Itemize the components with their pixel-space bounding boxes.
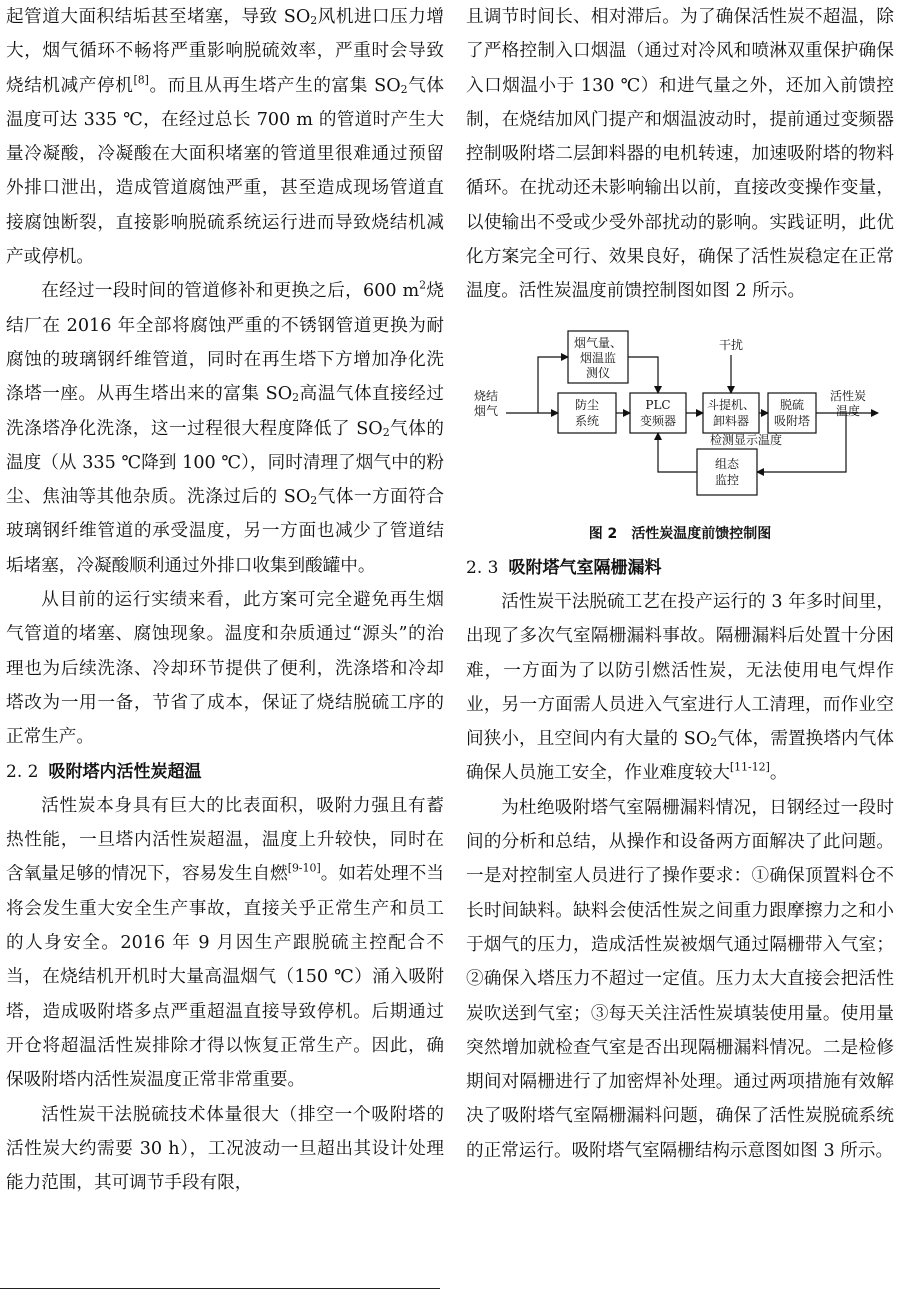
svg-text:PLC: PLC	[645, 397, 671, 412]
svg-text:斗提机、: 斗提机、	[706, 397, 756, 412]
svg-text:检测显示温度: 检测显示温度	[709, 432, 783, 447]
paragraph: 活性炭本身具有巨大的比表面积，吸附力强且有蓄热性能，一旦塔内活性炭超温，温度上升较快，同时在含氧量足够的情况下，容易发生自燃[9-10]。如若处理不当将会发生重大安全生产事故，直接关乎正常生产和员工的人身安全。2016 年 9 月因生产跟脱硫主控配合不当，在烧结机开机时大量高温烟气（150 ℃）涌入吸附塔，造成吸附塔多点严重超温直接导致停机。后期通过开仓将超温活性炭排除才得以恢复正常生产。因此，确保吸附塔内活性炭温度正常非常重要。	[6, 795, 444, 1091]
footnote-rule	[0, 1288, 440, 1289]
svg-text:测仪: 测仪	[585, 365, 611, 380]
figure-2-feedforward-diagram	[466, 321, 894, 521]
citation: [8]	[133, 72, 149, 86]
svg-text:活性炭: 活性炭	[829, 388, 867, 403]
paragraph: 在经过一段时间的管道修补和更换之后，600 $m^2$烧结厂在 2016 年全部将腐蚀严重的不锈钢管道更换为耐腐蚀的玻璃钢纤维管道，同时在再生塔下方增加净化洗涤塔一座。从再生塔出来的富集 $SO_2$高温气体直接经过洗涤塔净化洗涤，这一过程很大程度降低了 $SO_2$气体的温度（从 335 ℃降到 100 ℃），同时清理了烟气中的粉尘、焦油等其他杂质。洗涤过后的 $SO_2$气体一方面符合玻璃钢纤维管道的承受温度，另一方面也减少了管道结垢堵塞，冷凝酸顺利通过外排口收集到酸罐中。	[6, 278, 444, 576]
svg-text:监控: 监控	[714, 472, 740, 487]
svg-text:卸料器: 卸料器	[712, 413, 750, 428]
label-input-2: 烟气	[474, 403, 499, 418]
paragraph: 从目前的运行实绩来看，此方案可完全避免再生烟气管道的堵塞、腐蚀现象。温度和杂质通过“源头”的治理也为后续洗涤、冷却环节提供了便利，洗涤塔和冷却塔改为一用一备，节省了成本，保证了烧结脱硫工序的正常生产。	[6, 590, 444, 748]
label-input-1: 烧结	[474, 388, 499, 403]
right-column	[466, 0, 894, 1168]
svg-text:吸附塔: 吸附塔	[773, 413, 811, 428]
figure-2-caption: 图 2 活性炭温度前馈控制图	[588, 525, 772, 542]
svg-text:干扰: 干扰	[718, 337, 744, 352]
svg-text:温度: 温度	[835, 403, 861, 418]
svg-text:组态: 组态	[714, 456, 740, 471]
svg-text:脱硫: 脱硫	[779, 397, 805, 412]
paragraph: 起管道大面积结垢甚至堵塞，导致 $SO_2$风机进口压力增大，烟气循环不畅将严重影响脱硫效率，严重时会导致烧结机减产停机[8]。而且从再生塔产生的富集 $SO_2$气体温度可达 335 ℃，在经过总长 700 m 的管道时产生大量冷凝酸，冷凝酸在大面积堵塞的管道里很难通过预留外排口泄出，造成管道腐蚀严重，甚至造成现场管道直接腐蚀断裂，直接影响脱硫系统运行进而导致烧结机减产或停机。	[6, 7, 444, 268]
section-heading-2-2: 2. 2 吸附塔内活性炭超温	[6, 761, 202, 782]
paragraph: 且调节时间长、相对滞后。为了确保活性炭不超温，除了严格控制入口烟温（通过对冷风和喷淋双重保护确保入口烟温小于 130 ℃）和进气量之外，还加入前馈控制，在烧结加风门提产和烟温波动时，提前通过变频器控制吸附塔二层卸料器的电机转速，加速吸附塔的物料循环。在扰动还未影响输出以前，直接改变操作变量，以使输出不受或少受外部扰动的影响。实践证明，此优化方案完全可行、效果良好，确保了活性炭稳定在正常温度。活性炭温度前馈控制图如图 2 所示。	[466, 7, 894, 302]
paragraph: 活性炭干法脱硫技术体量很大（排空一个吸附塔的活性炭大约需要 30 h），工况波动一旦超出其设计处理能力范围，其可调节手段有限，	[6, 1104, 444, 1194]
svg-text:系统: 系统	[574, 413, 600, 428]
svg-text:变频器: 变频器	[639, 413, 677, 428]
svg-text:烟气量、: 烟气量、	[573, 335, 623, 350]
section-heading-2-3: 2. 3 吸附塔气室隔栅漏料	[466, 557, 662, 578]
citation: [11-12]	[729, 760, 770, 774]
svg-text:防尘: 防尘	[574, 397, 600, 412]
paragraph: 为杜绝吸附塔气室隔栅漏料情况，日钢经过一段时间的分析和总结，从操作和设备两方面解决了此问题。一是对控制室人员进行了操作要求：①确保顶置料仓不长时间缺料。缺料会使活性炭之间重力跟摩擦力之和小于烟气的压力，造成活性炭被烟气通过隔栅带入气室；②确保入塔压力不超过一定值。压力太大直接会把活性炭吹送到气室；③每天关注活性炭填装使用量。使用量突然增加就检查气室是否出现隔栅漏料情况。二是检修期间对隔栅进行了加密焊补处理。通过两项措施有效解决了吸附塔气室隔栅漏料问题，确保了活性炭脱硫系统的正常运行。吸附塔气室隔栅结构示意图如图 3 所示。	[466, 797, 894, 1161]
config-box	[697, 449, 757, 495]
citation: [9-10]	[287, 861, 321, 875]
svg-text:烟温监: 烟温监	[579, 350, 617, 365]
paragraph: 活性炭干法脱硫工艺在投产运行的 3 年多时间里，出现了多次气室隔栅漏料事故。隔栅漏料后处置十分困难，一方面为了以防引燃活性炭，无法使用电气焊作业，另一方面需人员进入气室进行人工清理，而作业空间狭小，且空间内有大量的 $SO_2$气体，需置换塔内气体确保人员施工安全，作业难度较大[11-12]。	[466, 591, 894, 784]
left-column	[6, 0, 444, 1200]
